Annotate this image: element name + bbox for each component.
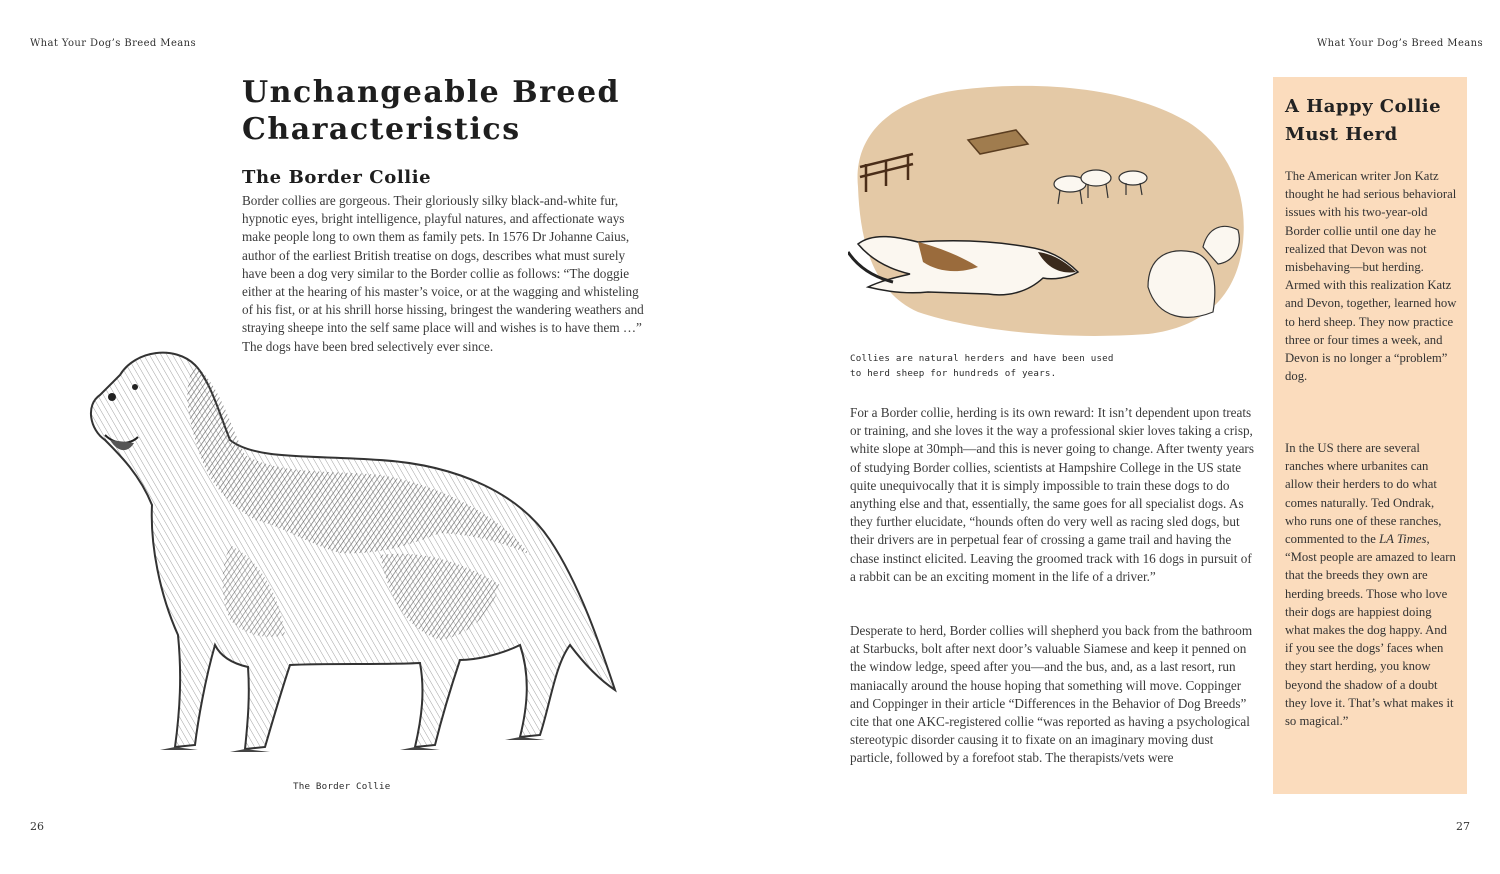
running-head-left: What Your Dog’s Breed Means xyxy=(30,38,196,49)
collie-illustration-caption: The Border Collie xyxy=(293,781,391,792)
border-collie-illustration xyxy=(80,345,620,775)
sidebar-title: A Happy Collie Must Herd xyxy=(1285,96,1442,145)
sidebar-paragraph-2 xyxy=(1285,439,1457,730)
chapter-title: Unchangeable Breed Characteristics xyxy=(242,75,621,147)
intro-paragraph: Border collies are gorgeous. Their gloriously silky black-and-white fur, hypnotic eyes, bright intelligence, playful natures, and affectionate ways make people long to own them as family pets. In 1576 Dr Johanne Caius, author of the earliest British treatise on dogs, describes what must surely have been a dog very similar to the Border collie as follows: “The doggie either at the hearing of his master’s voice, or at the wagging and whisteling of his fist, or at his shrill horse hissing, bringest the wandering weathers and straying sheepe into the self same place will and wishes is to have them …” The dogs have been bred selectively ever since. xyxy=(242,193,644,354)
running-head-right: What Your Dog’s Breed Means xyxy=(1317,38,1483,49)
section-title: The Border Collie xyxy=(242,167,432,188)
page-number-right: 27 xyxy=(1456,820,1470,833)
herding-illustration-caption: Collies are natural herders and have been used to herd sheep for hundreds of years. xyxy=(850,353,1114,379)
sidebar-paragraph-2-end: , “Most people are amazed to learn that the breeds they own are herding breeds. Those who love their dogs are happiest doing what makes the dog happy. And if you see the dogs’ faces when they start herding, you know beyond the shadow of a doubt they love it. That’s what makes it so magical.” xyxy=(1285,532,1456,729)
sidebar-box xyxy=(1273,77,1467,794)
sidebar-paragraph-2-start: In the US there are several ranches where urbanites can allow their herders to do what comes naturally. Ted Ondrak, who runs one of these ranches, commented to the xyxy=(1285,441,1442,547)
herding-paragraph-2: Desperate to herd, Border collies will shepherd you back from the bathroom at Starbucks, bolt after next door’s valuable Siamese and keep it penned on the window ledge, speed after you—and the bus, and, as a last resort, run maniacally around the house hoping that something will move. Coppinger and Coppinger in their article “Differences in the Behavior of Dog Breeds” cite that one AKC-registered collie “was reported as having a psychological stereotypic disorder causing it to fixate on an imaginary moving dust particle, followed by a forefoot stab. The therapists/vets were xyxy=(850,623,1253,766)
publication-name: LA Times xyxy=(1379,532,1427,547)
herding-illustration xyxy=(848,82,1248,340)
herding-paragraph-1: For a Border collie, herding is its own reward: It isn’t dependent upon treats or training, and she loves it the way a professional skier loves taking a crisp, white slope at 30mph—and this is never going to change. After twenty years of studying Border collies, scientists at Hampshire College in the US state quite unequivocally that it is simply impossible to train these dogs to do anything else and that, essentially, the same goes for all specialist dogs. As they further elucidate, “hounds often do very well as racing sled dogs, but their drivers are in perpetual fear of crossing a game trail and having the chase instinct elicited. Leaving the groomed track with 16 dogs in pursuit of a rabbit can be an exciting moment in the life of a driver.” xyxy=(850,405,1254,584)
page-number-left: 26 xyxy=(30,820,44,833)
sidebar-paragraph-1: The American writer Jon Katz thought he had serious behavioral issues with his two-year-old Border collie until one day he realized that Devon was not misbehaving—but herding. Armed with this realization Katz and Devon, together, learned how to herd sheep. They now practice three or four times a week, and Devon is no longer a “problem” dog. xyxy=(1285,169,1457,384)
